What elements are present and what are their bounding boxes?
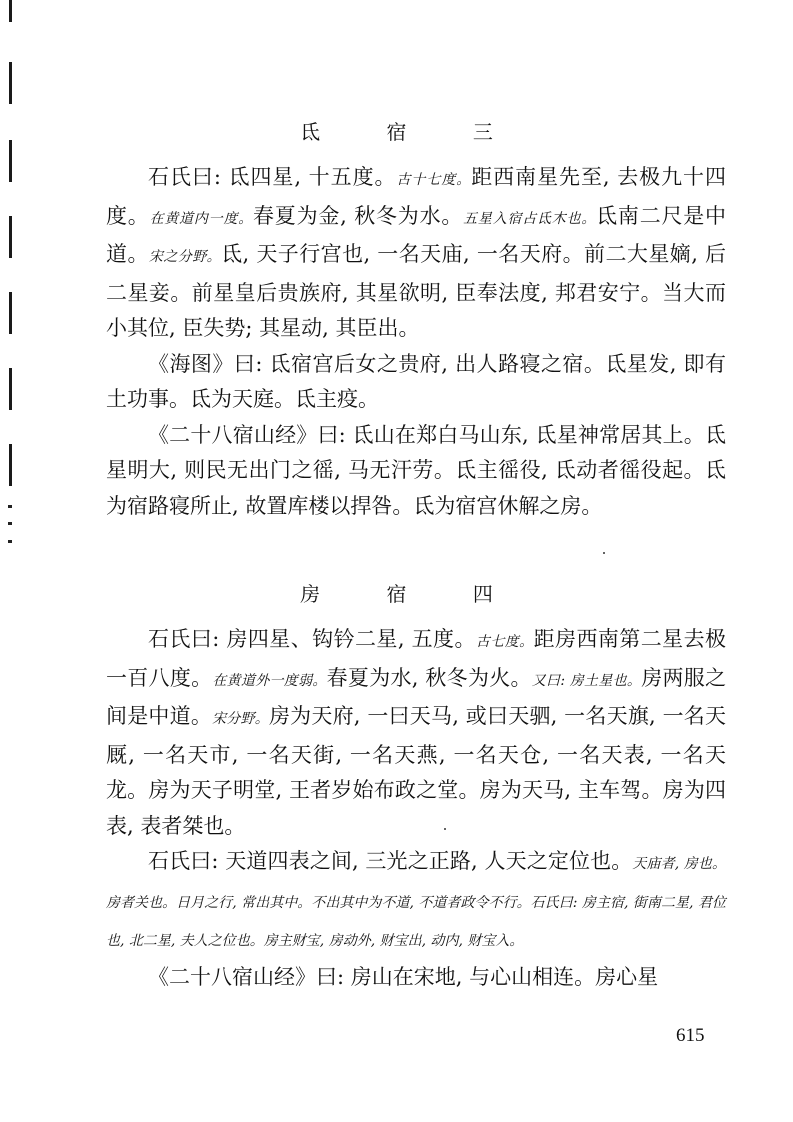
main-text: 春夏为金, 秋冬为水。 — [253, 203, 464, 228]
binding-edge-mark — [9, 62, 12, 104]
page-number: 615 — [676, 1025, 705, 1046]
commentary-note: 天庙者, 房也。房者关也。日月之行, 常出其中。不出其中为不道, 不道者政令不行。石氏曰: 房主宿, 街南二星, 君位也, 北二星, 夫人之位也。房主财宝, 房动外, 财宝出, 动内, 财宝入。 — [106, 856, 727, 949]
main-text: 距房西南第二星去极一百八度。 — [106, 627, 727, 690]
main-text: 距西南星先至, 去极九十四度。 — [106, 165, 727, 228]
paragraph: 《海图》曰: 氐宿宫后女之贵府, 出人路寝之宿。氐星发, 即有土功事。氐为天庭。氐主疫。 — [106, 351, 726, 411]
paragraph — [106, 844, 726, 960]
binding-edge-mark — [9, 368, 12, 410]
commentary-note: 宋之分野。 — [148, 249, 222, 265]
main-text: 石氏曰: 房四星、钩钤二星, 五度。 — [148, 627, 476, 651]
binding-edge-mark — [8, 505, 12, 508]
commentary-note: 在黄道内一度。 — [149, 210, 254, 227]
commentary-note: 宋分野。 — [212, 711, 269, 727]
main-text: 房两服之间是中道。 — [106, 665, 727, 728]
binding-edge-mark — [9, 292, 12, 334]
paragraph — [106, 160, 726, 347]
paragraph: 《二十八宿山经》曰: 氐山在郑白马山东, 氐星神常居其上。氐星明大, 则民无出门之徭, 马无汗劳。氐主徭役, 氐动者徭役起。氐为宿路寝所止, 故置库楼以捍咎。氐为宿宫休解之房。 — [106, 422, 726, 518]
binding-edge-mark — [8, 522, 12, 525]
section-fang-su-body — [106, 622, 726, 995]
commentary-note: 古七度。 — [475, 634, 534, 650]
main-text: 石氏曰: 天道四表之间, 三光之正路, 人天之定位也。 — [148, 849, 633, 873]
commentary-note: 在黄道外一度弱。 — [212, 672, 327, 689]
paragraph: 《二十八宿山经》曰: 房山在宋地, 与心山相连。房心星 — [148, 964, 659, 989]
commentary-note: 又曰: 房土星也。 — [531, 672, 642, 689]
binding-edge-mark — [9, 0, 12, 22]
binding-edge-mark — [9, 216, 12, 258]
binding-edge-mark — [9, 444, 12, 486]
commentary-note: 古十七度。 — [396, 172, 472, 188]
paragraph — [106, 622, 726, 844]
section-title-fang-su: 房 宿 四 — [300, 582, 523, 606]
main-text: 氐, 天子行宫也, 一名天庙, 一名天府。前二大星嫡, 后二星妾。前星皇后贵族府, 其星欲明, 臣奉法度, 邦君安宁。当大而小其位, 臣失势; 其星动, 其臣出。 — [106, 242, 727, 340]
main-text: 石氏曰: 氐四星, 十五度。 — [148, 165, 397, 189]
scan-speck — [603, 552, 605, 554]
commentary-note: 五星入宿占氐木也。 — [463, 210, 597, 227]
main-text: 春夏为水, 秋冬为火。 — [326, 665, 532, 690]
main-text: 氐南二尺是中道。 — [106, 203, 727, 266]
binding-edge-mark — [9, 140, 12, 182]
main-text: 房为天府, 一曰天马, 或曰天驷, 一名天旗, 一名天厩, 一名天市, 一名天街, 一名天燕, 一名天仓, 一名天表, 一名天龙。房为天子明堂, 王者岁始布政之堂。房为天马, 主车驾。房为四表, 表者桀也。 — [106, 704, 727, 838]
binding-edge-mark — [8, 540, 12, 543]
section-di-su-body — [106, 160, 726, 524]
section-title-di-su: 氐 宿 三 — [300, 120, 523, 144]
